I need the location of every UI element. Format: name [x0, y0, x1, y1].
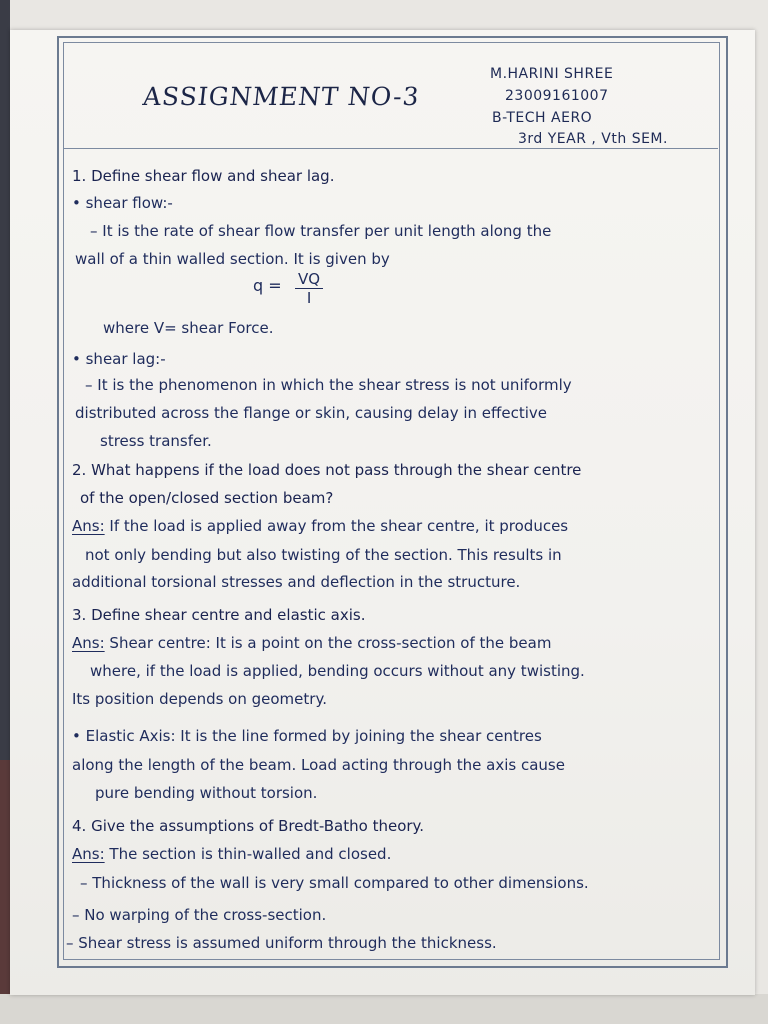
- student-roll-number: 23009161007: [505, 88, 609, 104]
- question-2-line-2: of the open/closed section beam?: [80, 489, 334, 507]
- answer-label: Ans:: [72, 634, 105, 652]
- answer-2-line-3: additional torsional stresses and deflection in the structure.: [72, 573, 521, 591]
- shear-lag-heading: • shear lag:-: [72, 350, 166, 368]
- question-3: 3. Define shear centre and elastic axis.: [72, 606, 366, 624]
- shear-force-note: where V= shear Force.: [103, 319, 274, 337]
- formula-denominator: I: [306, 289, 312, 307]
- answer-3-line-3: Its position depends on geometry.: [72, 690, 327, 708]
- answer-4: [72, 845, 391, 863]
- student-year-semester: 3rd YEAR , Vth SEM.: [518, 131, 668, 147]
- answer-label: Ans:: [72, 845, 105, 863]
- answer-2: [72, 517, 568, 535]
- answer-label: Ans:: [72, 517, 105, 535]
- assignment-title: ASSIGNMENT NO-3: [141, 82, 422, 111]
- question-4: 4. Give the assumptions of Bredt-Batho theory.: [72, 817, 425, 835]
- header-divider: [64, 148, 718, 149]
- shear-lag-definition-line-2: distributed across the flange or skin, causing delay in effective: [75, 404, 547, 422]
- shear-flow-formula-lhs: q =: [253, 276, 282, 295]
- assumption-uniform-shear-stress: – Shear stress is assumed uniform through the thickness.: [66, 934, 497, 952]
- shear-flow-definition-line-2: wall of a thin walled section. It is given by: [75, 250, 390, 268]
- fabric-background: [0, 760, 10, 1024]
- answer-3-line-2: where, if the load is applied, bending occurs without any twisting.: [90, 662, 585, 680]
- student-name: M.HARINI SHREE: [490, 66, 614, 82]
- answer-3: [72, 634, 551, 652]
- assumption-no-warping: – No warping of the cross-section.: [72, 906, 327, 924]
- elastic-axis-line-3: pure bending without torsion.: [95, 784, 318, 802]
- answer-2-line-2: not only bending but also twisting of the section. This results in: [85, 546, 562, 564]
- question-2-line-1: 2. What happens if the load does not pass through the shear centre: [72, 461, 582, 479]
- assumption-thickness: – Thickness of the wall is very small compared to other dimensions.: [80, 874, 589, 892]
- shear-lag-definition-line-3: stress transfer.: [100, 432, 212, 450]
- elastic-axis-line-2: along the length of the beam. Load acting through the axis cause: [72, 756, 565, 774]
- shear-flow-heading: • shear flow:-: [72, 194, 173, 212]
- student-department: B-TECH AERO: [492, 110, 593, 126]
- elastic-axis-line-1: • Elastic Axis: It is the line formed by joining the shear centres: [72, 727, 542, 745]
- shear-flow-definition-line-1: – It is the rate of shear flow transfer per unit length along the: [90, 222, 552, 240]
- answer-3-line-1: Shear centre: It is a point on the cross-section of the beam: [109, 634, 552, 652]
- answer-4-line-1: The section is thin-walled and closed.: [109, 845, 392, 863]
- shear-lag-definition-line-1: – It is the phenomenon in which the shear stress is not uniformly: [85, 376, 572, 394]
- answer-2-line-1: If the load is applied away from the shear centre, it produces: [109, 517, 569, 535]
- desk-background-bottom: [0, 994, 768, 1024]
- shear-flow-formula-fraction: [295, 270, 323, 307]
- formula-numerator: VQ: [295, 270, 323, 289]
- question-1: 1. Define shear flow and shear lag.: [72, 167, 335, 185]
